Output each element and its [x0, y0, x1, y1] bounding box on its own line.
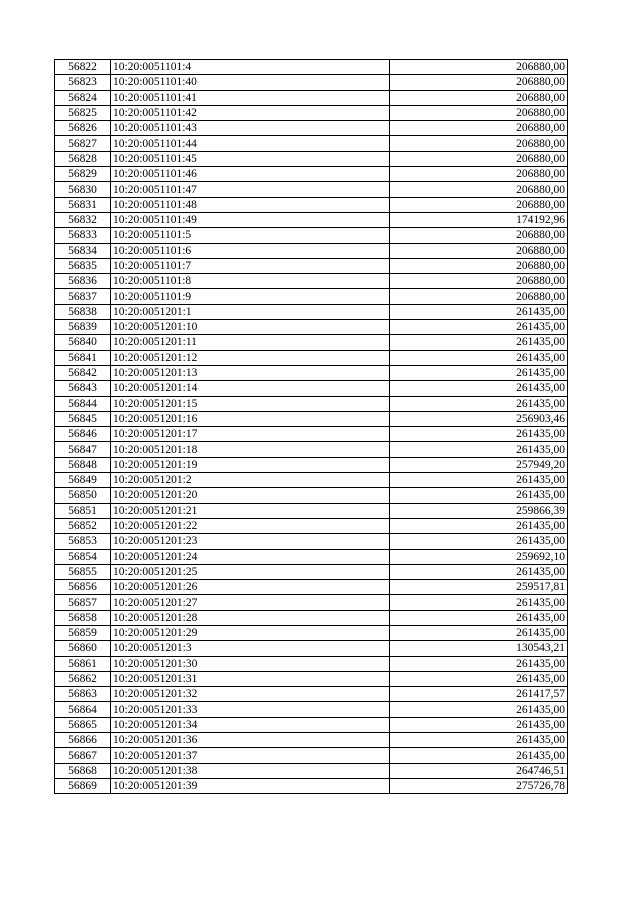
table-row: [55, 564, 568, 579]
table-row: [55, 641, 568, 656]
value-cell: 261435,00: [390, 717, 568, 732]
table-row: [55, 457, 568, 472]
cadastral-number-cell: 10:20:0051201:31: [111, 671, 390, 686]
value-cell: 261435,00: [390, 320, 568, 335]
cadastral-number-cell: 10:20:0051101:7: [111, 258, 390, 273]
row-number-cell: 56825: [55, 105, 111, 120]
row-number-cell: 56826: [55, 121, 111, 136]
row-number-cell: 56851: [55, 503, 111, 518]
cadastral-number-cell: 10:20:0051101:41: [111, 90, 390, 105]
table-row: [55, 671, 568, 686]
cadastral-number-cell: 10:20:0051201:30: [111, 656, 390, 671]
value-cell: 261435,00: [390, 564, 568, 579]
row-number-cell: 56824: [55, 90, 111, 105]
table-row: [55, 335, 568, 350]
table-row: [55, 610, 568, 625]
table-row: [55, 350, 568, 365]
cadastral-number-cell: 10:20:0051201:36: [111, 733, 390, 748]
table-row: [55, 763, 568, 778]
value-cell: 206880,00: [390, 258, 568, 273]
cadastral-number-cell: 10:20:0051201:32: [111, 687, 390, 702]
cadastral-number-cell: 10:20:0051201:2: [111, 473, 390, 488]
value-cell: 261435,00: [390, 488, 568, 503]
table-row: [55, 182, 568, 197]
table-row: [55, 717, 568, 732]
row-number-cell: 56835: [55, 258, 111, 273]
cadastral-number-cell: 10:20:0051201:39: [111, 778, 390, 793]
table-row: [55, 304, 568, 319]
table-row: [55, 320, 568, 335]
value-cell: 130543,21: [390, 641, 568, 656]
row-number-cell: 56842: [55, 365, 111, 380]
value-cell: 206880,00: [390, 274, 568, 289]
table-row: [55, 733, 568, 748]
table-row: [55, 748, 568, 763]
cadastral-number-cell: 10:20:0051101:4: [111, 60, 390, 75]
value-cell: 261435,00: [390, 396, 568, 411]
value-cell: 206880,00: [390, 105, 568, 120]
value-cell: 261435,00: [390, 733, 568, 748]
cadastral-number-cell: 10:20:0051201:12: [111, 350, 390, 365]
cadastral-number-cell: 10:20:0051201:29: [111, 625, 390, 640]
table-row: [55, 687, 568, 702]
table-row: [55, 289, 568, 304]
cadastral-number-cell: 10:20:0051101:5: [111, 228, 390, 243]
row-number-cell: 56850: [55, 488, 111, 503]
value-cell: 261435,00: [390, 304, 568, 319]
value-cell: 206880,00: [390, 182, 568, 197]
cadastral-number-cell: 10:20:0051101:40: [111, 75, 390, 90]
value-cell: 275726,78: [390, 778, 568, 793]
row-number-cell: 56859: [55, 625, 111, 640]
row-number-cell: 56834: [55, 243, 111, 258]
cadastral-number-cell: 10:20:0051201:38: [111, 763, 390, 778]
row-number-cell: 56848: [55, 457, 111, 472]
cadastral-number-cell: 10:20:0051201:27: [111, 595, 390, 610]
cadastral-number-cell: 10:20:0051101:45: [111, 151, 390, 166]
row-number-cell: 56852: [55, 518, 111, 533]
value-cell: 261435,00: [390, 518, 568, 533]
value-cell: 261417,57: [390, 687, 568, 702]
cadastral-number-cell: 10:20:0051201:17: [111, 427, 390, 442]
table-row: [55, 258, 568, 273]
row-number-cell: 56829: [55, 167, 111, 182]
table-row: [55, 442, 568, 457]
value-cell: 264746,51: [390, 763, 568, 778]
table-row: [55, 488, 568, 503]
table-row: [55, 365, 568, 380]
table-row: [55, 411, 568, 426]
row-number-cell: 56843: [55, 381, 111, 396]
table-row: [55, 534, 568, 549]
row-number-cell: 56866: [55, 733, 111, 748]
row-number-cell: 56845: [55, 411, 111, 426]
value-cell: 261435,00: [390, 595, 568, 610]
value-cell: 206880,00: [390, 228, 568, 243]
row-number-cell: 56854: [55, 549, 111, 564]
row-number-cell: 56840: [55, 335, 111, 350]
cadastral-number-cell: 10:20:0051101:6: [111, 243, 390, 258]
value-cell: 259692,10: [390, 549, 568, 564]
table-row: [55, 518, 568, 533]
value-cell: 261435,00: [390, 365, 568, 380]
table-row: [55, 136, 568, 151]
value-cell: 261435,00: [390, 610, 568, 625]
cadastral-number-cell: 10:20:0051201:20: [111, 488, 390, 503]
table-row: [55, 228, 568, 243]
cadastral-number-cell: 10:20:0051201:3: [111, 641, 390, 656]
row-number-cell: 56856: [55, 580, 111, 595]
row-number-cell: 56832: [55, 212, 111, 227]
row-number-cell: 56841: [55, 350, 111, 365]
table-row: [55, 243, 568, 258]
cadastral-number-cell: 10:20:0051201:33: [111, 702, 390, 717]
table-row: [55, 702, 568, 717]
value-cell: 261435,00: [390, 534, 568, 549]
cadastral-number-cell: 10:20:0051201:14: [111, 381, 390, 396]
table-row: [55, 473, 568, 488]
cadastral-number-cell: 10:20:0051201:34: [111, 717, 390, 732]
cadastral-number-cell: 10:20:0051101:42: [111, 105, 390, 120]
cadastral-number-cell: 10:20:0051201:24: [111, 549, 390, 564]
value-cell: 206880,00: [390, 75, 568, 90]
table-row: [55, 549, 568, 564]
row-number-cell: 56833: [55, 228, 111, 243]
table-row: [55, 105, 568, 120]
value-cell: 256903,46: [390, 411, 568, 426]
value-cell: 261435,00: [390, 381, 568, 396]
table-row: [55, 778, 568, 793]
table-row: [55, 381, 568, 396]
row-number-cell: 56862: [55, 671, 111, 686]
value-cell: 206880,00: [390, 90, 568, 105]
row-number-cell: 56847: [55, 442, 111, 457]
table-row: [55, 625, 568, 640]
row-number-cell: 56865: [55, 717, 111, 732]
row-number-cell: 56864: [55, 702, 111, 717]
cadastral-number-cell: 10:20:0051201:15: [111, 396, 390, 411]
value-cell: 261435,00: [390, 656, 568, 671]
value-cell: 261435,00: [390, 427, 568, 442]
cadastral-number-cell: 10:20:0051101:46: [111, 167, 390, 182]
cadastral-number-cell: 10:20:0051101:9: [111, 289, 390, 304]
cadastral-number-cell: 10:20:0051201:1: [111, 304, 390, 319]
cadastral-number-cell: 10:20:0051201:26: [111, 580, 390, 595]
value-cell: 206880,00: [390, 243, 568, 258]
table-body: [55, 60, 568, 794]
table-row: [55, 503, 568, 518]
row-number-cell: 56838: [55, 304, 111, 319]
value-cell: 257949,20: [390, 457, 568, 472]
value-cell: 206880,00: [390, 289, 568, 304]
cadastral-number-cell: 10:20:0051101:43: [111, 121, 390, 136]
cadastral-number-cell: 10:20:0051101:8: [111, 274, 390, 289]
row-number-cell: 56839: [55, 320, 111, 335]
row-number-cell: 56844: [55, 396, 111, 411]
value-cell: 261435,00: [390, 671, 568, 686]
cadastral-number-cell: 10:20:0051201:23: [111, 534, 390, 549]
table-row: [55, 396, 568, 411]
row-number-cell: 56846: [55, 427, 111, 442]
row-number-cell: 56836: [55, 274, 111, 289]
table-row: [55, 167, 568, 182]
table-row: [55, 60, 568, 75]
value-cell: 206880,00: [390, 197, 568, 212]
cadastral-number-cell: 10:20:0051201:22: [111, 518, 390, 533]
table-row: [55, 121, 568, 136]
table-row: [55, 75, 568, 90]
row-number-cell: 56853: [55, 534, 111, 549]
cadastral-number-cell: 10:20:0051201:19: [111, 457, 390, 472]
value-cell: 206880,00: [390, 151, 568, 166]
cadastral-number-cell: 10:20:0051201:21: [111, 503, 390, 518]
cadastral-number-cell: 10:20:0051101:47: [111, 182, 390, 197]
table-row: [55, 427, 568, 442]
table-row: [55, 595, 568, 610]
value-cell: 261435,00: [390, 442, 568, 457]
row-number-cell: 56861: [55, 656, 111, 671]
row-number-cell: 56868: [55, 763, 111, 778]
row-number-cell: 56830: [55, 182, 111, 197]
table-row: [55, 580, 568, 595]
value-cell: 261435,00: [390, 335, 568, 350]
row-number-cell: 56823: [55, 75, 111, 90]
row-number-cell: 56863: [55, 687, 111, 702]
value-cell: 206880,00: [390, 167, 568, 182]
table-row: [55, 90, 568, 105]
row-number-cell: 56855: [55, 564, 111, 579]
cadastral-value-table: [54, 59, 568, 794]
cadastral-number-cell: 10:20:0051201:13: [111, 365, 390, 380]
value-cell: 261435,00: [390, 473, 568, 488]
cadastral-number-cell: 10:20:0051201:11: [111, 335, 390, 350]
cadastral-number-cell: 10:20:0051201:25: [111, 564, 390, 579]
row-number-cell: 56827: [55, 136, 111, 151]
row-number-cell: 56828: [55, 151, 111, 166]
row-number-cell: 56860: [55, 641, 111, 656]
value-cell: 206880,00: [390, 60, 568, 75]
value-cell: 206880,00: [390, 136, 568, 151]
row-number-cell: 56858: [55, 610, 111, 625]
value-cell: 206880,00: [390, 121, 568, 136]
value-cell: 174192,96: [390, 212, 568, 227]
table-row: [55, 212, 568, 227]
row-number-cell: 56849: [55, 473, 111, 488]
cadastral-number-cell: 10:20:0051101:44: [111, 136, 390, 151]
cadastral-number-cell: 10:20:0051201:10: [111, 320, 390, 335]
row-number-cell: 56869: [55, 778, 111, 793]
row-number-cell: 56867: [55, 748, 111, 763]
row-number-cell: 56857: [55, 595, 111, 610]
value-cell: 261435,00: [390, 702, 568, 717]
table-row: [55, 151, 568, 166]
cadastral-number-cell: 10:20:0051201:37: [111, 748, 390, 763]
row-number-cell: 56822: [55, 60, 111, 75]
cadastral-number-cell: 10:20:0051201:16: [111, 411, 390, 426]
value-cell: 261435,00: [390, 350, 568, 365]
value-cell: 261435,00: [390, 625, 568, 640]
value-cell: 259517,81: [390, 580, 568, 595]
cadastral-number-cell: 10:20:0051201:28: [111, 610, 390, 625]
value-cell: 259866,39: [390, 503, 568, 518]
cadastral-number-cell: 10:20:0051201:18: [111, 442, 390, 457]
table-row: [55, 274, 568, 289]
table-row: [55, 656, 568, 671]
cadastral-number-cell: 10:20:0051101:48: [111, 197, 390, 212]
cadastral-number-cell: 10:20:0051101:49: [111, 212, 390, 227]
table-row: [55, 197, 568, 212]
row-number-cell: 56837: [55, 289, 111, 304]
value-cell: 261435,00: [390, 748, 568, 763]
row-number-cell: 56831: [55, 197, 111, 212]
